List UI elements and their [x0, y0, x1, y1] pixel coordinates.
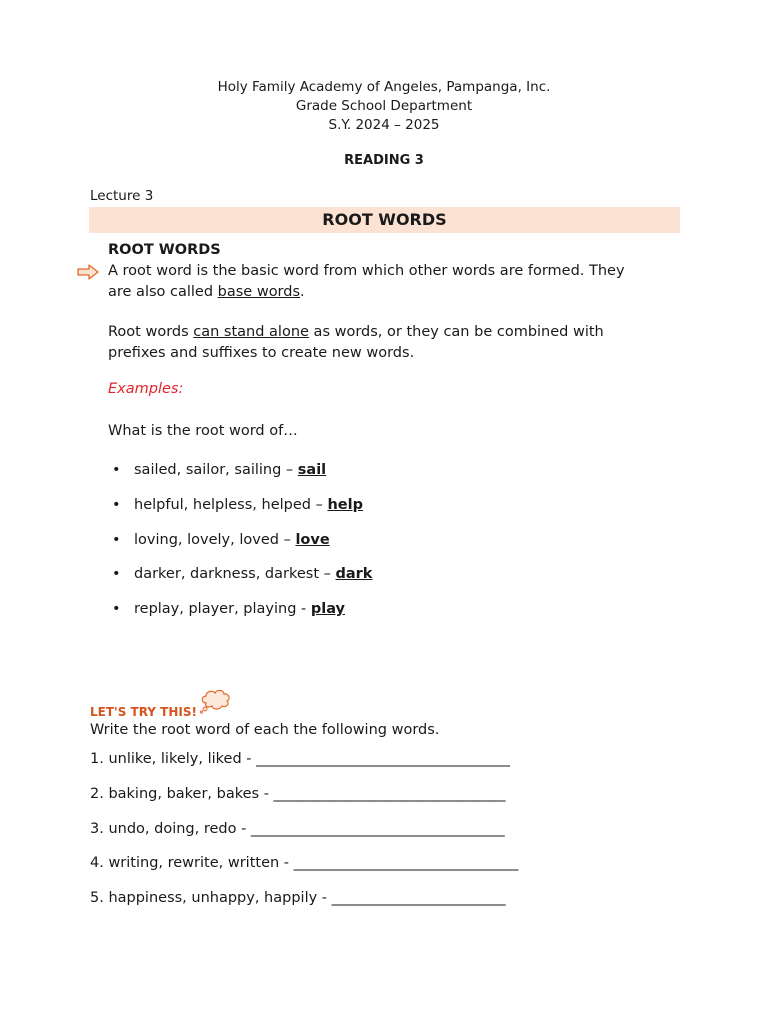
list-item: [110, 599, 372, 634]
lesson-banner: ROOT WORDS: [89, 207, 680, 233]
stand-alone-term: can stand alone: [193, 324, 309, 340]
lecture-label: Lecture 3: [90, 188, 154, 204]
bullet-icon: •: [112, 566, 121, 583]
school-name: Holy Family Academy of Angeles, Pampanga, Inc.: [217, 79, 551, 95]
usage-text: Root words: [108, 324, 194, 340]
definition-text: are also called: [108, 284, 218, 300]
examples-question: What is the root word of…: [108, 423, 298, 439]
example-root: play: [310, 601, 345, 618]
example-words: replay, player, playing -: [134, 601, 311, 618]
activity-title: LET'S TRY THIS!: [90, 705, 197, 719]
definition-line-2: [108, 282, 305, 303]
exercise-item: 4. writing, rewrite, written - _______________________________: [90, 855, 519, 871]
definition-period: .: [300, 284, 305, 300]
exercise-item: 2. baking, baker, bakes - ________________________________: [90, 786, 506, 802]
usage-text-cont: as words, or they can be combined with: [308, 324, 604, 340]
exercise-item: 1. unlike, likely, liked - ___________________________________: [90, 751, 510, 767]
school-year: S.Y. 2024 – 2025: [328, 117, 440, 133]
subject-title: READING 3: [344, 153, 424, 168]
example-words: loving, lovely, loved –: [134, 531, 296, 548]
definition-line-1: A root word is the basic word from which other words are formed. They: [108, 263, 625, 279]
list-item: [110, 564, 372, 599]
exercise-item: 3. undo, doing, redo - ___________________________________: [90, 821, 505, 837]
right-arrow-icon: [77, 264, 99, 280]
example-words: sailed, sailor, sailing –: [134, 462, 298, 478]
examples-list: [110, 460, 372, 634]
list-item: [110, 460, 372, 495]
example-root: sail: [297, 462, 327, 478]
bullet-icon: •: [112, 601, 121, 618]
list-item: [110, 495, 372, 530]
example-words: helpful, helpless, helped –: [134, 496, 328, 513]
activity-instruction: Write the root word of each the following words.: [90, 722, 440, 738]
example-root: love: [295, 531, 330, 548]
bullet-icon: •: [112, 462, 121, 478]
example-root: dark: [335, 566, 373, 583]
example-words: darker, darkness, darkest –: [134, 566, 336, 583]
usage-line-1: [108, 322, 604, 343]
usage-line-2: prefixes and suffixes to create new words.: [108, 345, 415, 361]
section-heading: ROOT WORDS: [108, 242, 221, 258]
thought-cloud-icon: [199, 688, 233, 714]
bullet-icon: •: [112, 496, 121, 513]
department-name: Grade School Department: [295, 98, 473, 114]
exercise-item: 5. happiness, unhappy, happily - ________________________: [90, 890, 506, 906]
base-words-term: base words: [217, 284, 301, 300]
bullet-icon: •: [112, 531, 121, 548]
list-item: [110, 530, 372, 565]
examples-label: Examples:: [108, 381, 184, 397]
example-root: help: [327, 496, 363, 513]
